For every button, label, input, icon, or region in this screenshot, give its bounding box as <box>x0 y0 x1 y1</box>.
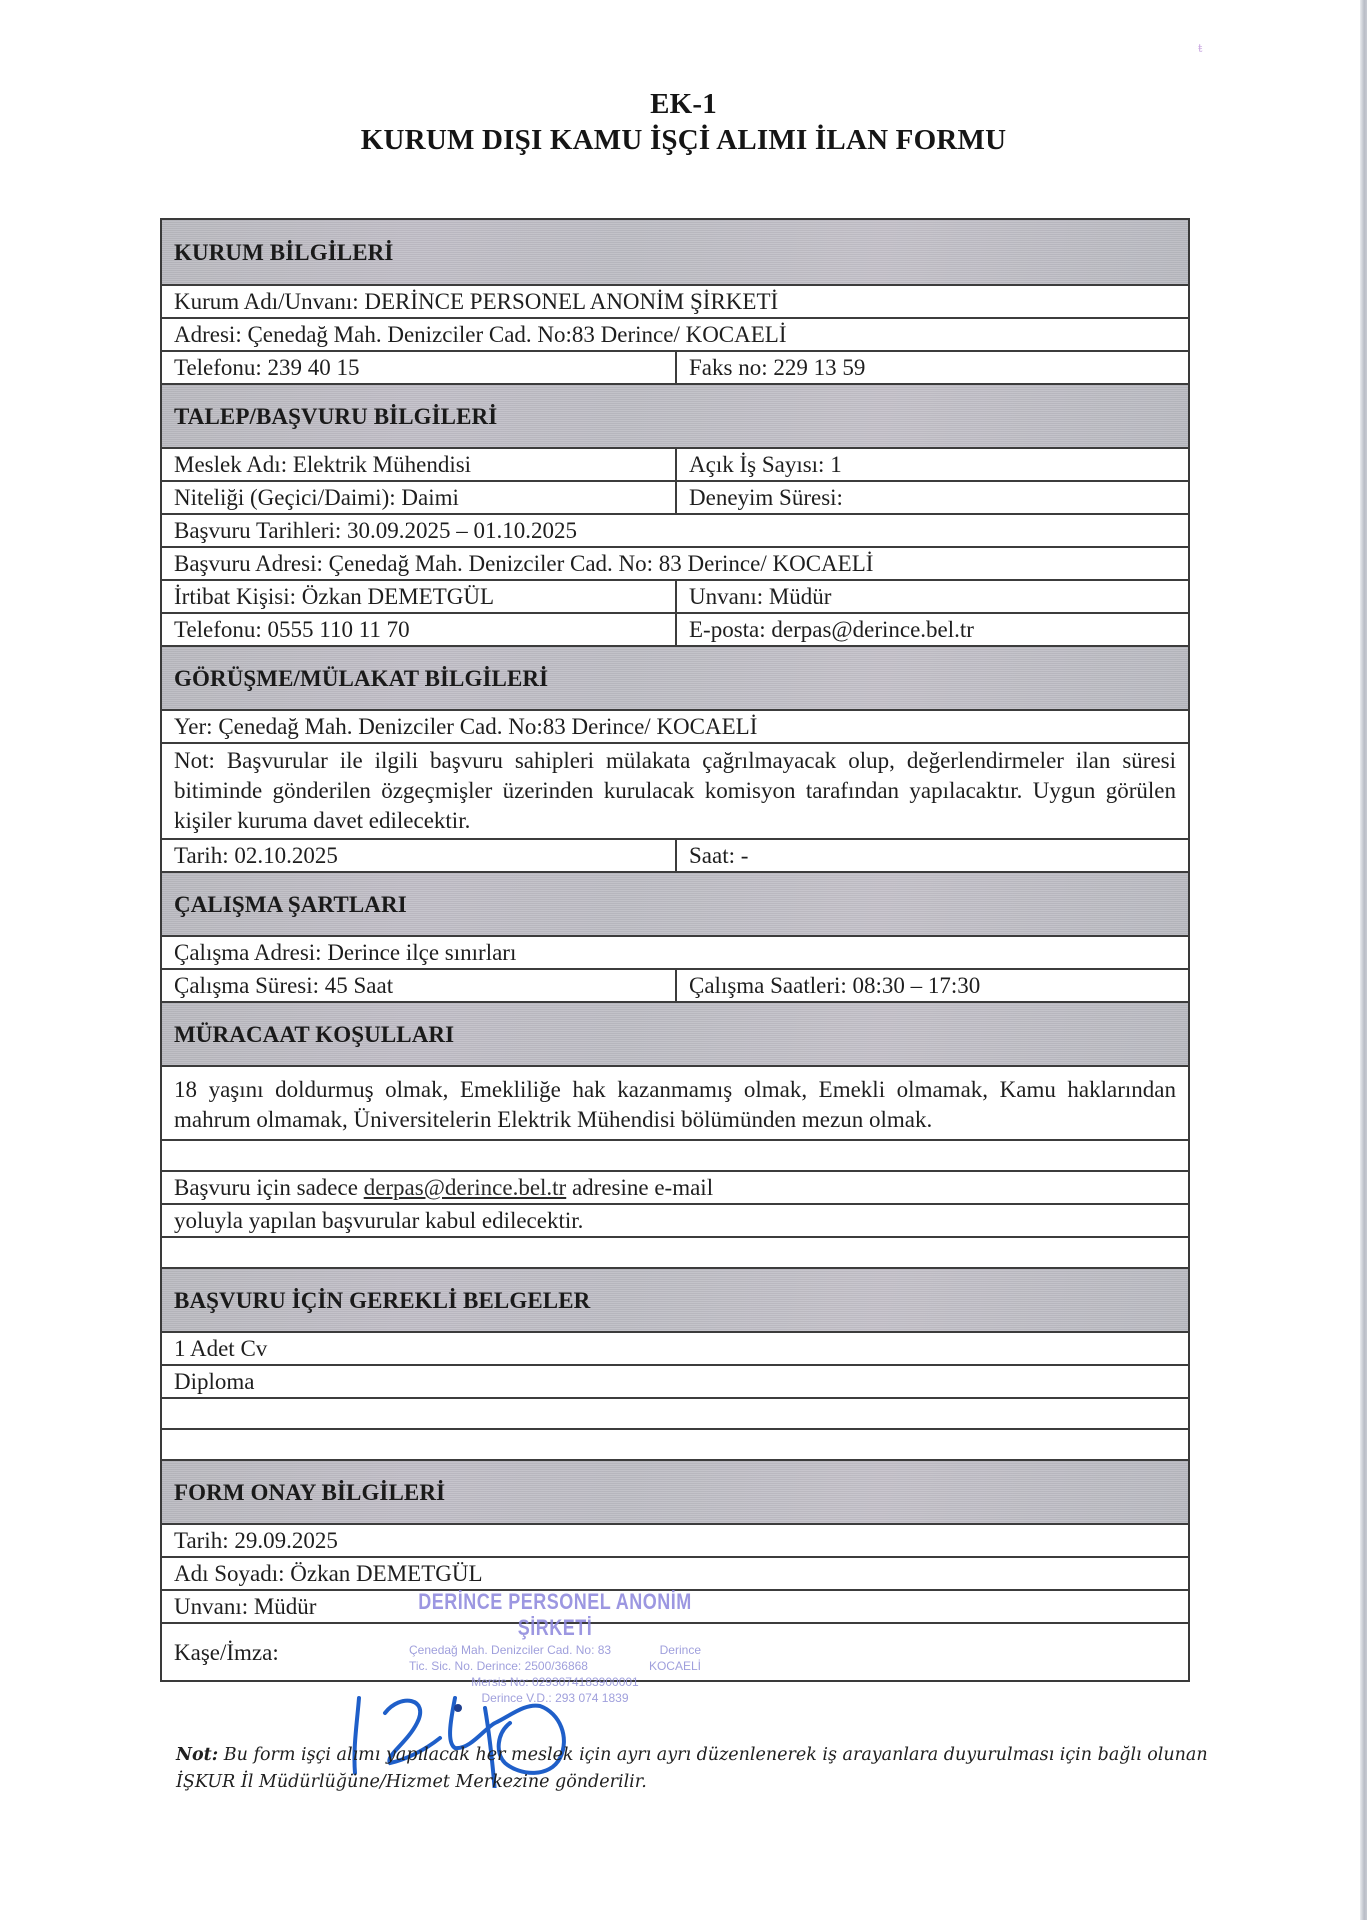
page-title: KURUM DIŞI KAMU İŞÇİ ALIMI İLAN FORMU <box>360 124 1007 156</box>
apply-instructions <box>162 1172 1188 1203</box>
footer-note-label: Not: <box>176 1745 219 1765</box>
empty-row <box>162 1139 1188 1170</box>
talep-contact-row <box>162 579 1188 612</box>
work-duration: Çalışma Süresi: 45 Saat <box>162 970 677 1001</box>
required-document: 1 Adet Cv <box>174 1336 268 1361</box>
talep-dates-row <box>162 513 1188 546</box>
section-muracaat-header <box>162 1001 1188 1065</box>
approval-title-row <box>162 1589 1188 1622</box>
footer-note-text: Bu form işçi alımı yapılacak her meslek için ayrı ayrı düzenlenerek iş arayanlara duyurulması için bağlı olunan İŞKUR İl Müdürlüğüne/Hizmet Merkezine gönderilir. <box>176 1745 1208 1792</box>
contact-title: Unvanı: Müdür <box>689 584 832 609</box>
document-header <box>0 86 1367 158</box>
document-row <box>162 1428 1188 1459</box>
section-title: TALEP/BAŞVURU BİLGİLERİ <box>174 403 498 429</box>
stamp-registry: Tic. Sic. No. Derince: 2500/36868 <box>409 1659 588 1673</box>
required-document <box>162 1430 1188 1459</box>
talep-profession-row <box>162 447 1188 480</box>
section-calisma-header <box>162 871 1188 935</box>
signature-label: Kaşe/İmza: <box>174 1639 279 1665</box>
contact-phone: Telefonu: 0555 110 11 70 <box>162 614 677 645</box>
document-row <box>162 1331 1188 1364</box>
section-kurum-header <box>162 220 1188 284</box>
application-address: Başvuru Adresi: Çenedağ Mah. Denizciler Cad. No: 83 Derince/ KOCAELİ <box>174 551 874 576</box>
apply-prefix: Başvuru için sadece <box>174 1175 364 1200</box>
interview-time: Saat: - <box>689 843 749 868</box>
interview-datetime-row <box>162 838 1188 871</box>
interview-place-row <box>162 709 1188 742</box>
application-dates: Başvuru Tarihleri: 30.09.2025 – 01.10.2025 <box>174 518 577 543</box>
section-belgeler-header <box>162 1267 1188 1331</box>
approval-date: Tarih: 29.09.2025 <box>174 1528 338 1553</box>
annex-label: EK-1 <box>650 88 717 120</box>
section-title: FORM ONAY BİLGİLERİ <box>174 1479 446 1505</box>
required-document: Diploma <box>174 1369 255 1394</box>
approval-name-row <box>162 1556 1188 1589</box>
apply-line2: yoluyla yapılan başvurular kabul edilecektir. <box>174 1208 584 1233</box>
empty-row <box>162 1236 1188 1267</box>
interview-place: Yer: Çenedağ Mah. Denizciler Cad. No:83 Derince/ KOCAELİ <box>174 714 758 739</box>
stamp-tax: Derince V.D.: 293 074 1839 <box>481 1691 629 1705</box>
section-title: BAŞVURU İÇİN GEREKLİ BELGELER <box>174 1287 591 1313</box>
contact-email: E-posta: derpas@derince.bel.tr <box>689 617 974 642</box>
experience: Deneyim Süresi: <box>689 485 843 510</box>
kurum-phone: Telefonu: 239 40 15 <box>162 352 677 383</box>
job-posting-form <box>160 218 1190 1705</box>
stamp-company: DERİNCE PERSONEL ANONİM ŞİRKETİ <box>418 1588 692 1640</box>
interview-note-row <box>162 742 1188 838</box>
kurum-address: Adresi: Çenedağ Mah. Denizciler Cad. No:83 Derince/ KOCAELİ <box>174 322 787 347</box>
interview-note: Not: Başvurular ile ilgili başvuru sahipleri mülakata çağrılmayacak olup, değerlendirmeler ilan süresi bitiminde gönderilen özgeçmişler üzerinden kurulacak komisyon tarafından yapılacaktır. Uygun görülen kişiler kuruma davet edilecektir. <box>174 748 1176 833</box>
work-address-row <box>162 935 1188 968</box>
kurum-address-row <box>162 317 1188 350</box>
apply-email-link[interactable]: derpas@derince.bel.tr <box>363 1175 567 1200</box>
interview-date: Tarih: 02.10.2025 <box>162 840 677 871</box>
required-document <box>162 1399 1188 1428</box>
stamp-address-left: Çenedağ Mah. Denizciler Cad. No: 83 <box>409 1643 612 1657</box>
approval-date-row <box>162 1523 1188 1556</box>
position-nature: Niteliği (Geçici/Daimi): Daimi <box>162 482 677 513</box>
apply-suffix: adresine e-mail <box>566 1175 714 1200</box>
stamp-mersis: Mersis No: 0293074183900001 <box>471 1675 639 1689</box>
section-gorusme-header <box>162 645 1188 709</box>
stamp-city: KOCAELİ <box>648 1659 701 1673</box>
application-conditions: 18 yaşını doldurmuş olmak, Emekliliğe hak kazanmamış olmak, Emekli olmamak, Kamu haklarından mahrum olmamak, Üniversitelerin Elektrik Mühendisi bölümünden mezun olmak. <box>174 1077 1176 1132</box>
section-title: KURUM BİLGİLERİ <box>174 239 394 265</box>
apply-line2-row <box>162 1203 1188 1236</box>
talep-nature-row <box>162 480 1188 513</box>
work-address: Çalışma Adresi: Derince ilçe sınırları <box>174 940 517 965</box>
section-title: GÖRÜŞME/MÜLAKAT BİLGİLERİ <box>174 665 549 691</box>
section-title: ÇALIŞMA ŞARTLARI <box>174 891 407 917</box>
kurum-contact-row <box>162 350 1188 383</box>
section-onay-header <box>162 1459 1188 1523</box>
footer-note <box>176 1742 1226 1796</box>
stamp-address-right: Derince <box>659 1643 701 1657</box>
kurum-name-row <box>162 284 1188 317</box>
profession: Meslek Adı: Elektrik Mühendisi <box>162 449 677 480</box>
approver-name: Adı Soyadı: Özkan DEMETGÜL <box>174 1561 483 1586</box>
conditions-row <box>162 1065 1188 1139</box>
approver-title: Unvanı: Müdür <box>174 1594 317 1619</box>
document-row <box>162 1364 1188 1397</box>
scan-edge <box>1360 0 1367 1920</box>
kurum-fax: Faks no: 229 13 59 <box>689 355 866 380</box>
apply-email-row <box>162 1170 1188 1203</box>
scan-speck: ŧ <box>1198 42 1203 55</box>
open-positions: Açık İş Sayısı: 1 <box>689 452 842 477</box>
contact-person: İrtibat Kişisi: Özkan DEMETGÜL <box>162 581 677 612</box>
document-row <box>162 1397 1188 1428</box>
section-talep-header <box>162 383 1188 447</box>
talep-phone-row <box>162 612 1188 645</box>
work-time-row <box>162 968 1188 1001</box>
kurum-name: Kurum Adı/Unvanı: DERİNCE PERSONEL ANONİM ŞİRKETİ <box>174 289 779 314</box>
talep-address-row <box>162 546 1188 579</box>
work-hours: Çalışma Saatleri: 08:30 – 17:30 <box>689 973 981 998</box>
section-title: MÜRACAAT KOŞULLARI <box>174 1021 455 1047</box>
